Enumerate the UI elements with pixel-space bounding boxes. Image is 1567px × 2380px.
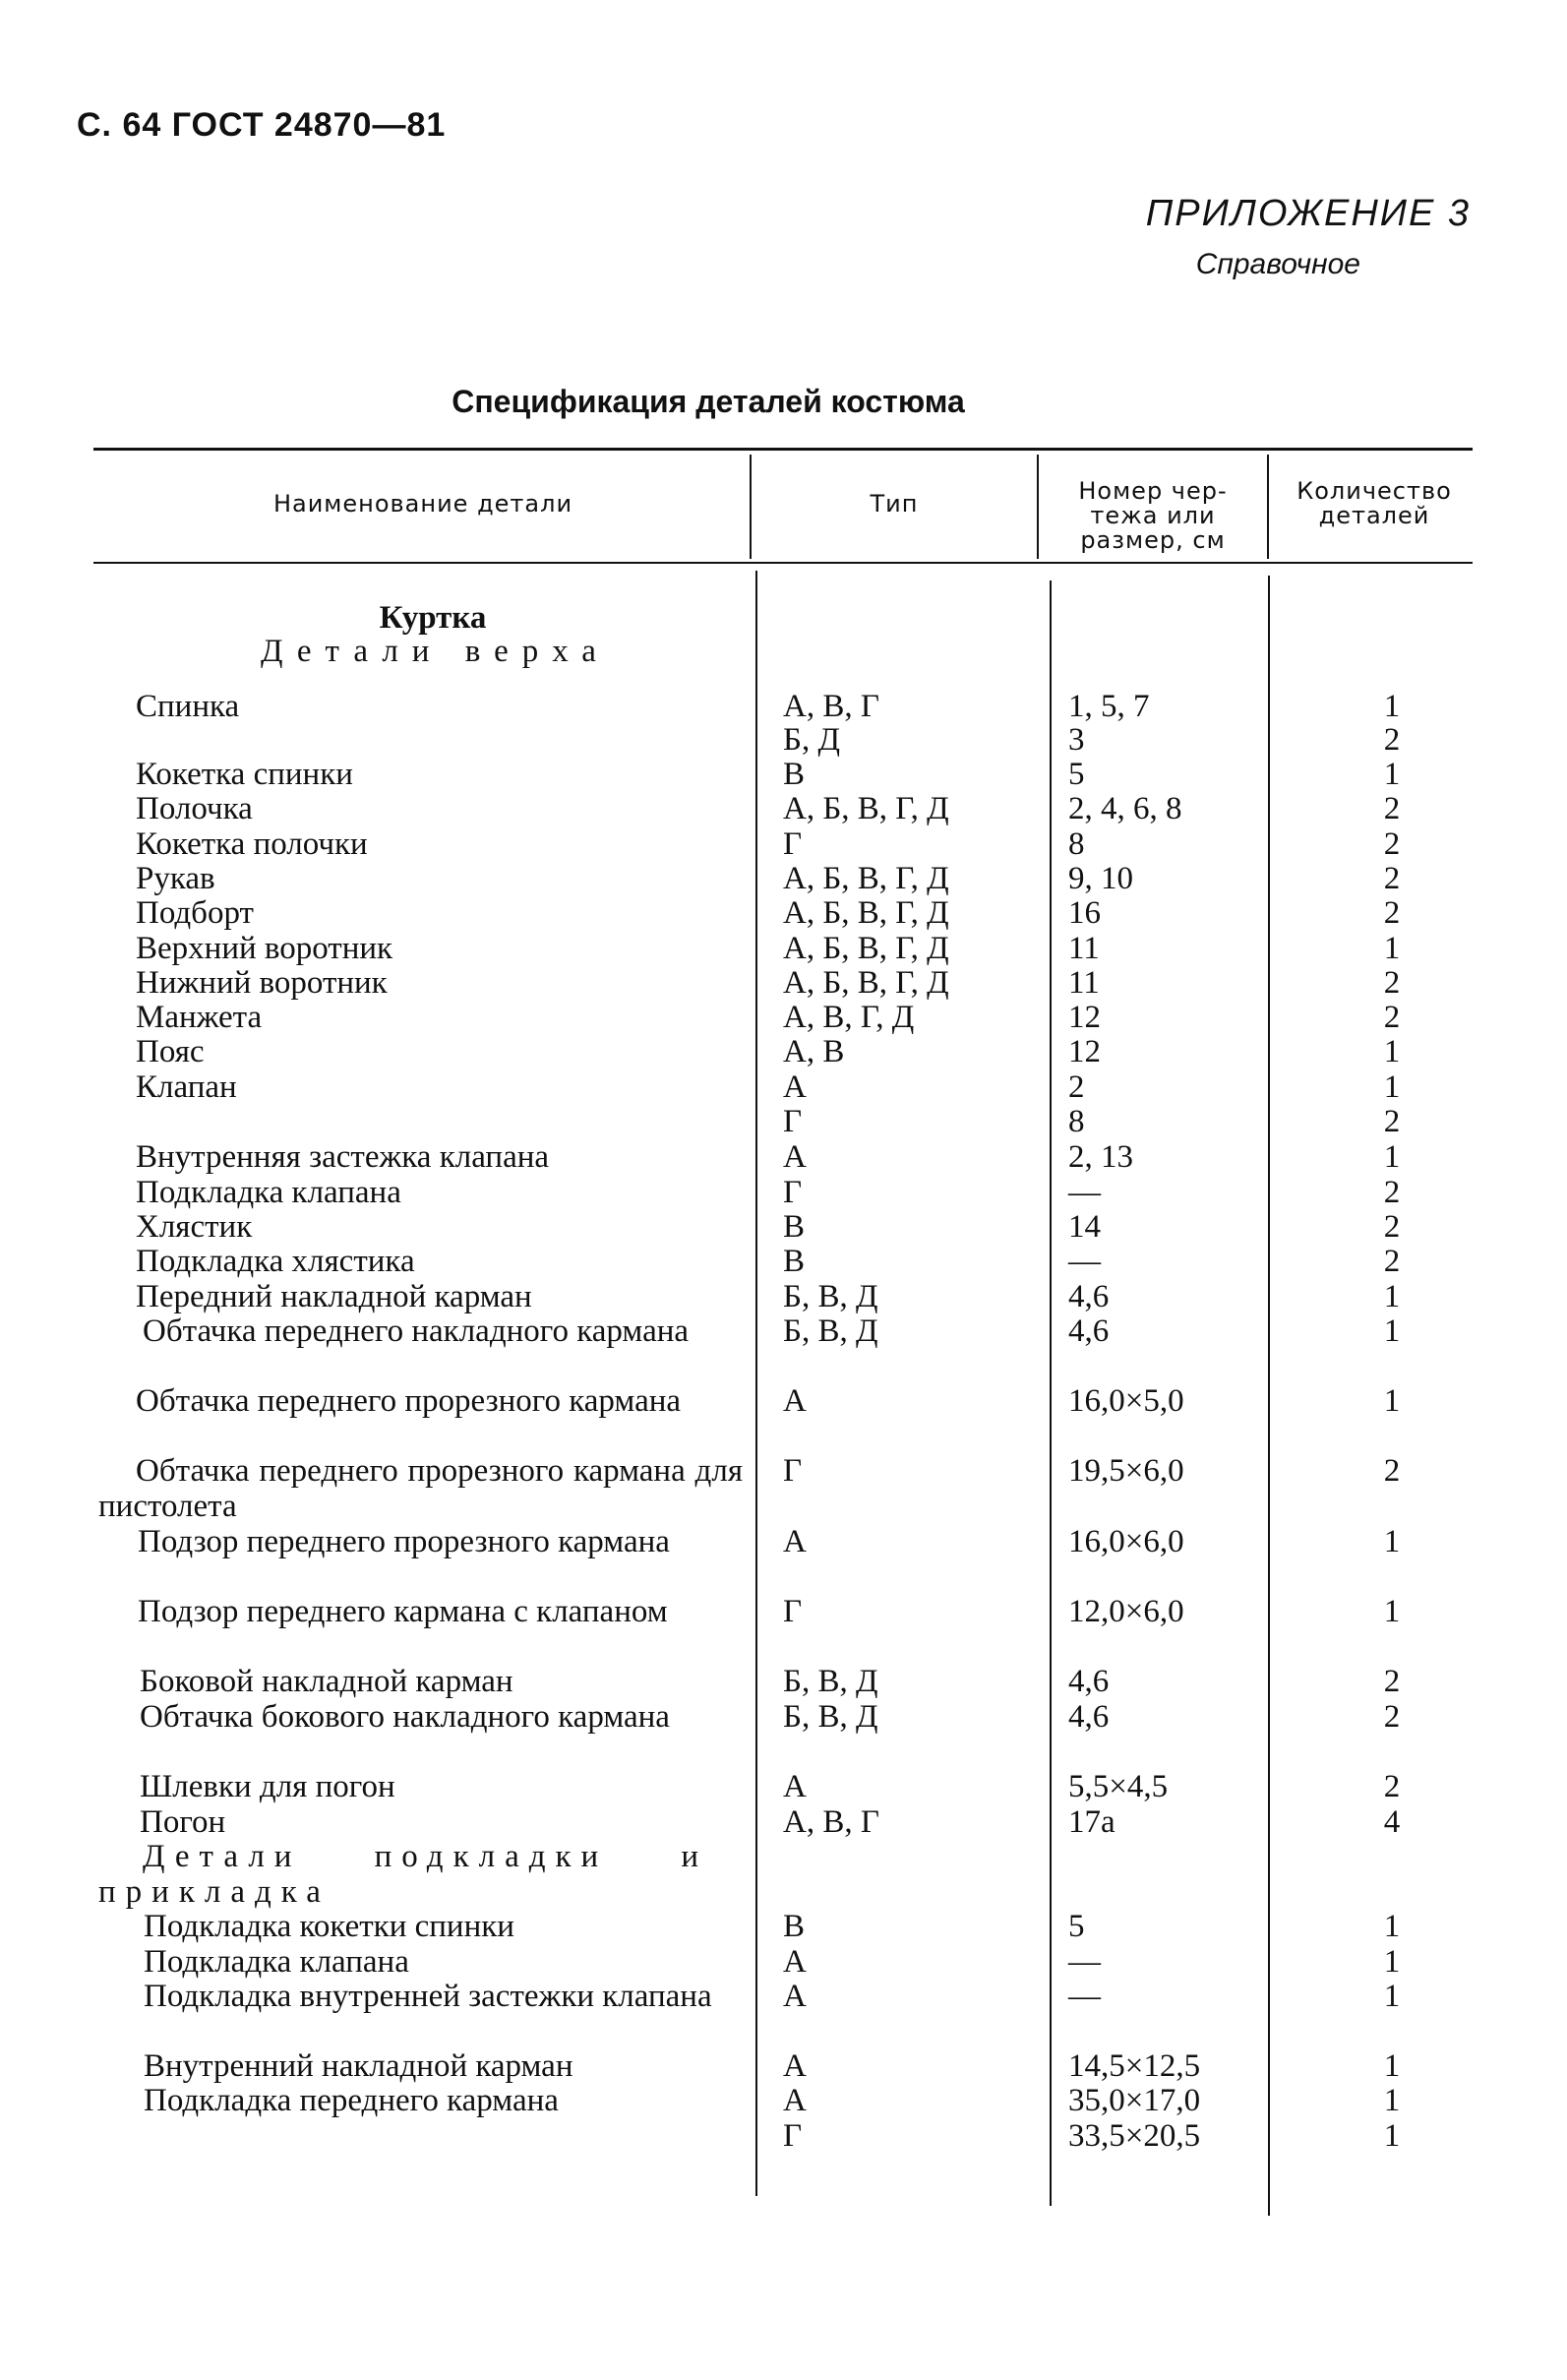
table-row	[0, 722, 1567, 757]
column-header-quantity-line1: Количество	[1296, 477, 1452, 505]
part-drawing: 4,6	[1068, 1664, 1110, 1699]
part-type: Б, В, Д	[783, 1699, 878, 1735]
table-row	[0, 757, 1567, 791]
part-quantity: 2	[1383, 791, 1401, 826]
part-name: Подкладка хлястика	[136, 1244, 415, 1279]
part-quantity: 2	[1383, 1209, 1401, 1245]
part-drawing: —	[1068, 1244, 1101, 1279]
part-name: Обтачка переднего накладного кармана	[143, 1313, 690, 1349]
part-type: А	[783, 1383, 807, 1419]
part-drawing: 12	[1068, 1034, 1101, 1069]
part-type: Б, В, Д	[783, 1664, 878, 1699]
part-drawing: 8	[1068, 1104, 1085, 1139]
table-row	[0, 2048, 1567, 2083]
section-jacket: Куртка	[379, 600, 487, 636]
part-quantity: 2	[1383, 1175, 1401, 1210]
table-row	[0, 965, 1567, 1000]
part-type: А	[783, 1769, 807, 1804]
column-header-drawing	[1041, 479, 1265, 553]
table-row	[0, 1104, 1567, 1139]
table-row	[0, 931, 1567, 965]
table-row	[0, 1699, 1567, 1769]
part-name: Детали подкладки и прикладка	[98, 1839, 708, 1910]
part-drawing: 12,0×6,0	[1068, 1594, 1184, 1629]
part-type: Г	[783, 826, 803, 862]
reference-note: Справочное	[1195, 248, 1360, 280]
part-drawing: —	[1068, 1944, 1101, 1980]
part-name: Шлевки для погон	[140, 1769, 395, 1804]
part-quantity: 1	[1383, 1139, 1401, 1175]
part-quantity: 1	[1383, 1034, 1401, 1069]
part-quantity: 1	[1383, 1383, 1401, 1419]
table-row	[0, 1909, 1567, 1944]
table-row	[0, 2118, 1567, 2154]
column-header-drawing-line3: размер, см	[1080, 526, 1226, 554]
part-drawing: 12	[1068, 1000, 1101, 1035]
part-drawing: 19,5×6,0	[1068, 1453, 1184, 1489]
table-title: Спецификация деталей костюма	[452, 384, 965, 419]
part-type: А, В, Г	[783, 689, 879, 724]
part-quantity: 1	[1383, 1909, 1401, 1944]
part-quantity: 1	[1383, 1069, 1401, 1105]
part-quantity: 2	[1383, 895, 1401, 931]
table-body	[0, 689, 1567, 2154]
part-quantity: 1	[1383, 931, 1401, 966]
part-drawing: 4,6	[1068, 1699, 1110, 1735]
part-type: Б, В, Д	[783, 1279, 878, 1314]
part-type: А, В	[783, 1034, 845, 1069]
table-top-rule	[93, 448, 1473, 451]
table-row	[0, 1175, 1567, 1209]
table-row	[0, 1139, 1567, 1175]
part-type: Б, Д	[783, 722, 840, 758]
part-name: Подкладка клапана	[144, 1944, 409, 1980]
part-quantity: 2	[1383, 861, 1401, 896]
part-type: В	[783, 1244, 806, 1279]
part-quantity: 1	[1383, 1524, 1401, 1559]
section-top-parts: Детали верха	[261, 634, 610, 669]
part-name: Внутренняя застежка клапана	[136, 1139, 550, 1175]
part-drawing: —	[1068, 1175, 1101, 1210]
part-type: В	[783, 1909, 806, 1944]
part-drawing: 9, 10	[1068, 861, 1133, 896]
part-drawing: 2	[1068, 1069, 1085, 1105]
part-type: А	[783, 2083, 807, 2118]
part-quantity: 2	[1383, 826, 1401, 862]
part-name: Манжета	[136, 1000, 263, 1035]
part-type: А, Б, В, Г, Д	[783, 861, 949, 896]
column-header-type: Тип	[870, 490, 919, 518]
table-row	[0, 1000, 1567, 1034]
part-drawing: 4,6	[1068, 1313, 1110, 1349]
part-type: А	[783, 1979, 807, 2014]
part-type: В	[783, 1209, 806, 1245]
table-row	[0, 1979, 1567, 2048]
column-header-drawing-line2: тежа или	[1090, 502, 1216, 529]
part-name: Обтачка переднего прорезного кармана для пистолета	[98, 1453, 743, 1524]
part-type: А	[783, 2048, 807, 2084]
part-quantity: 1	[1383, 1944, 1401, 1980]
part-name: Передний накладной карман	[136, 1279, 532, 1314]
table-row	[0, 791, 1567, 826]
part-type: Б, В, Д	[783, 1313, 878, 1349]
part-type: А	[783, 1944, 807, 1980]
part-quantity: 2	[1383, 965, 1401, 1001]
part-name: Рукав	[136, 861, 215, 896]
part-drawing: 11	[1068, 931, 1100, 966]
part-quantity: 2	[1383, 1104, 1401, 1139]
part-quantity: 2	[1383, 1769, 1401, 1804]
column-header-name: Наименование детали	[272, 490, 573, 518]
part-name: Верхний воротник	[136, 931, 393, 966]
part-name: Пояс	[136, 1034, 205, 1069]
part-name: Подкладка внутренней застежки клапана	[144, 1979, 712, 2014]
part-drawing: 4,6	[1068, 1279, 1110, 1314]
part-drawing: 11	[1068, 965, 1100, 1001]
column-divider-3	[1267, 455, 1269, 559]
part-type: А	[783, 1524, 807, 1559]
table-row	[0, 1769, 1567, 1804]
part-name: Полочка	[136, 791, 253, 826]
part-drawing: 1, 5, 7	[1068, 689, 1150, 724]
part-type: Г	[783, 2118, 803, 2154]
part-quantity: 1	[1383, 2048, 1401, 2084]
part-drawing: 17а	[1068, 1804, 1115, 1840]
table-row	[0, 826, 1567, 861]
part-drawing: 16,0×6,0	[1068, 1524, 1184, 1559]
part-quantity: 2	[1383, 1000, 1401, 1035]
table-row	[0, 1383, 1567, 1453]
table-row	[0, 1594, 1567, 1664]
table-row	[0, 689, 1567, 722]
part-name: Подкладка клапана	[136, 1175, 401, 1210]
part-type: А	[783, 1069, 807, 1105]
table-header-rule	[93, 562, 1473, 564]
part-name: Подборт	[136, 895, 254, 931]
part-type: Г	[783, 1594, 803, 1629]
part-quantity: 1	[1383, 757, 1401, 792]
part-quantity: 1	[1383, 689, 1401, 724]
part-drawing: 5	[1068, 1909, 1085, 1944]
part-drawing: 2, 13	[1068, 1139, 1133, 1175]
table-row	[0, 1664, 1567, 1699]
part-name: Подзор переднего кармана с клапаном	[138, 1594, 668, 1629]
part-name: Клапан	[136, 1069, 237, 1105]
part-drawing: 8	[1068, 826, 1085, 862]
column-header-quantity-line2: деталей	[1318, 502, 1430, 529]
part-name: Спинка	[136, 689, 240, 724]
part-name: Внутренний накладной карман	[144, 2048, 573, 2084]
part-type: Г	[783, 1104, 803, 1139]
part-name: Подкладка переднего кармана	[144, 2083, 559, 2118]
page-reference: С. 64 ГОСТ 24870—81	[77, 106, 447, 144]
part-quantity: 1	[1383, 2118, 1401, 2154]
part-drawing: 14	[1068, 1209, 1101, 1245]
table-row	[0, 1804, 1567, 1839]
part-drawing: 5	[1068, 757, 1085, 792]
part-type: А, Б, В, Г, Д	[783, 791, 949, 826]
part-drawing: 14,5×12,5	[1068, 2048, 1201, 2084]
appendix-label: ПРИЛОЖЕНИЕ 3	[1145, 193, 1471, 234]
part-drawing: 16,0×5,0	[1068, 1383, 1184, 1419]
part-type: А, Б, В, Г, Д	[783, 895, 949, 931]
part-name: Хлястик	[136, 1209, 253, 1245]
column-divider-2	[1037, 455, 1039, 559]
table-row	[0, 861, 1567, 895]
part-quantity: 2	[1383, 1664, 1401, 1699]
part-quantity: 1	[1383, 1313, 1401, 1349]
part-quantity: 1	[1383, 2083, 1401, 2118]
part-quantity: 4	[1383, 1804, 1401, 1840]
part-name: Погон	[140, 1804, 226, 1840]
part-drawing: 33,5×20,5	[1068, 2118, 1201, 2154]
part-type: Г	[783, 1453, 803, 1489]
table-row	[0, 1069, 1567, 1104]
table-row	[0, 895, 1567, 931]
table-row	[0, 1944, 1567, 1979]
part-drawing: —	[1068, 1979, 1101, 2014]
part-type: А, Б, В, Г, Д	[783, 965, 949, 1001]
table-row	[0, 2083, 1567, 2118]
part-type: А, В, Г, Д	[783, 1000, 915, 1035]
part-name: Кокетка спинки	[136, 757, 353, 792]
table-row	[0, 1453, 1567, 1524]
part-type: В	[783, 757, 806, 792]
part-quantity: 2	[1383, 1453, 1401, 1489]
part-name: Обтачка переднего прорезного кармана	[136, 1383, 682, 1419]
table-row	[0, 1209, 1567, 1244]
table-row	[0, 1034, 1567, 1069]
column-divider-1	[750, 455, 752, 559]
part-quantity: 2	[1383, 722, 1401, 758]
table-row	[0, 1244, 1567, 1279]
table-row	[0, 1279, 1567, 1313]
part-drawing: 3	[1068, 722, 1085, 758]
part-quantity: 2	[1383, 1244, 1401, 1279]
part-drawing: 35,0×17,0	[1068, 2083, 1201, 2118]
part-name: Кокетка полочки	[136, 826, 368, 862]
part-name: Подзор переднего прорезного кармана	[138, 1524, 670, 1559]
part-type: А, Б, В, Г, Д	[783, 931, 949, 966]
column-header-quantity	[1271, 479, 1477, 528]
table-row	[0, 1313, 1567, 1383]
part-name: Боковой накладной карман	[140, 1664, 513, 1699]
part-name: Нижний воротник	[136, 965, 388, 1001]
table-row	[0, 1524, 1567, 1594]
part-type: А, В, Г	[783, 1804, 879, 1840]
part-name: Подкладка кокетки спинки	[144, 1909, 514, 1944]
table-row	[0, 1839, 1567, 1909]
part-name: Обтачка бокового накладного кармана	[140, 1699, 670, 1735]
part-type: А	[783, 1139, 807, 1175]
part-type: Г	[783, 1175, 803, 1210]
part-drawing: 5,5×4,5	[1068, 1769, 1169, 1804]
part-quantity: 1	[1383, 1594, 1401, 1629]
column-header-drawing-line1: Номер чер-	[1078, 477, 1228, 505]
part-quantity: 2	[1383, 1699, 1401, 1735]
part-quantity: 1	[1383, 1979, 1401, 2014]
part-drawing: 2, 4, 6, 8	[1068, 791, 1182, 826]
part-drawing: 16	[1068, 895, 1101, 931]
part-quantity: 1	[1383, 1279, 1401, 1314]
